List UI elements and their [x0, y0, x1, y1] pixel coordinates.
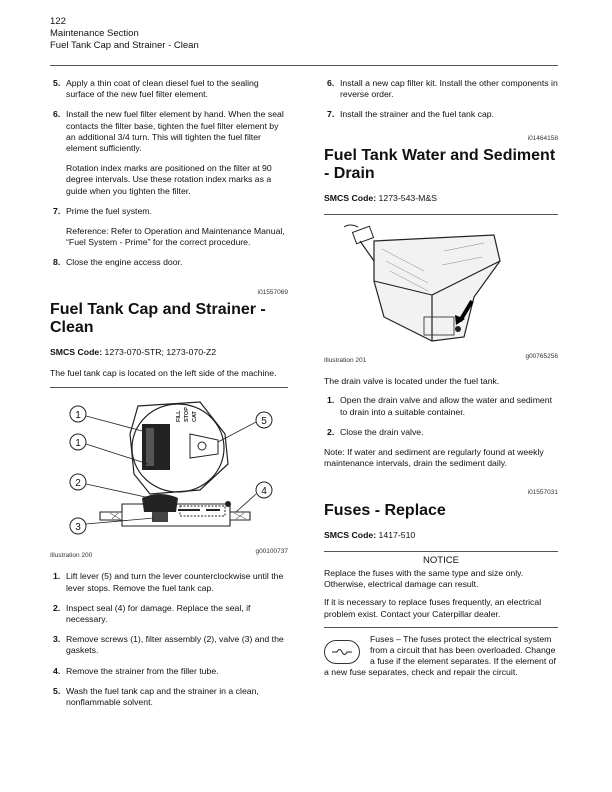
fuse-icon: [324, 640, 360, 664]
sediment-note: [324, 447, 558, 469]
illustration-top-rule: [324, 214, 558, 215]
step-text: Close the drain valve.: [340, 426, 424, 437]
step-number: 7.: [327, 109, 335, 120]
cap-marking-cat: CAT: [192, 411, 198, 423]
fuses-text: – The fuses protect the electrical system from a circuit that has been overloaded. Change a fuse if the element separates. If the element of a new fuse separates, check and repair the circuit.: [324, 633, 556, 678]
step-number: 8.: [53, 257, 61, 268]
illustration-top-rule: [50, 387, 288, 388]
section-title: Fuses - Replace: [324, 501, 446, 519]
step-text: Install the strainer and the fuel tank cap.: [340, 109, 495, 120]
smcs-code: [324, 530, 558, 541]
step-item: [50, 206, 288, 217]
fuel-cap-diagram: [50, 394, 288, 544]
section-name: Maintenance Section: [50, 28, 139, 39]
smcs-value: 1417-510: [376, 529, 416, 540]
step-number: 2.: [53, 602, 61, 613]
left-column: [50, 78, 288, 717]
header-divider: [50, 65, 558, 66]
smcs-code: [324, 193, 558, 204]
step-text: Inspect seal (4) for damage. Replace the seal, if necessary.: [66, 602, 251, 625]
step-item: [50, 603, 288, 625]
note-label: Note:: [324, 447, 345, 458]
illustration-id: g00765256: [525, 353, 558, 361]
step-number: 3.: [53, 634, 61, 645]
illustration-label: Illustration 200: [50, 552, 93, 560]
smcs-label: SMCS Code:: [324, 529, 377, 540]
smcs-value: 1273-543-M&S: [376, 192, 437, 203]
topic-name: Fuel Tank Cap and Strainer - Clean: [50, 40, 199, 51]
step-number: 1.: [327, 395, 335, 406]
step-text: Apply a thin coat of clean diesel fuel to the sealing surface of the new fuel filter element.: [66, 78, 259, 100]
step-number: 5.: [53, 78, 61, 88]
callout-1a: 1: [75, 410, 81, 422]
drain-valve-icon: [455, 326, 461, 332]
step-item: [324, 427, 558, 438]
illustration-caption: [50, 546, 288, 561]
callout-4: 4: [261, 486, 267, 498]
step-item: [50, 634, 288, 656]
callout-1b: 1: [75, 438, 81, 450]
drain-intro: The drain valve is located under the fuel tank.: [324, 376, 500, 387]
smcs-value: 1273-070-STR; 1273-070-Z2: [102, 346, 217, 357]
notice-top-rule: [324, 551, 558, 552]
smcs-label: SMCS Code:: [50, 346, 103, 357]
intro-text: The fuel tank cap is located on the left side of the machine.: [50, 368, 277, 379]
step-text: Install the new fuel filter element by hand. When the seal contacts the filter base, tighten the fuel filter element by an additional 3/4 turn. This will tighten the fuel filter element sufficiently.: [66, 109, 284, 154]
notice-bottom-rule: [324, 627, 558, 628]
fuses-label: Fuses: [370, 633, 394, 644]
step-text: Wash the fuel tank cap and the strainer in a clean, nonflammable solvent.: [66, 685, 259, 708]
note-text: If water and sediment are regularly found at weekly maintenance intervals, drain the sediment daily.: [324, 447, 544, 469]
step-text: Prime the fuel system.: [66, 205, 152, 216]
step-text: Remove the strainer from the filler tube.: [66, 665, 219, 676]
illustration-label: Illustration 201: [324, 357, 367, 365]
callout-2: 2: [75, 478, 81, 490]
step-item: [50, 78, 288, 100]
step-text: Lift lever (5) and turn the lever counterclockwise until the lever stops. Remove the fuel tank cap.: [66, 571, 284, 593]
callout-3: 3: [75, 522, 81, 534]
cap-marking-fill: FILL: [176, 410, 182, 423]
right-column: [324, 78, 558, 679]
rotation-note: Rotation index marks are positioned on the filter at 90 degree intervals. Use these rotation index marks as a guide when you tighten the filter.: [66, 163, 272, 196]
page-number: 122: [50, 16, 66, 27]
section-title: Fuel Tank Water and Sediment - Drain: [324, 146, 556, 182]
step-item: [50, 666, 288, 677]
fuel-tank-diagram: [324, 221, 558, 349]
fuses-note: [324, 634, 558, 679]
reference-note: [50, 226, 288, 248]
section-id: i01557069: [257, 288, 288, 296]
step-text: Remove screws (1), filter assembly (2), valve (3) and the gaskets.: [66, 634, 284, 656]
cap-marking-stop: STOP: [184, 407, 190, 423]
step-item: [324, 78, 558, 100]
reference-label: Reference:: [66, 226, 109, 237]
smcs-code: [50, 347, 288, 358]
notice-title: NOTICE: [423, 554, 459, 566]
step-number: 5.: [53, 685, 61, 696]
step-number: 6.: [53, 109, 61, 120]
step-number: 4.: [53, 665, 61, 676]
step-item: [50, 109, 288, 154]
step-item: [50, 686, 288, 708]
step-number: 7.: [53, 205, 61, 216]
step-item: [50, 257, 288, 268]
smcs-label: SMCS Code:: [324, 192, 377, 203]
step-item: [324, 109, 558, 120]
step-text: Open the drain valve and allow the water and sediment to drain into a suitable container.: [340, 395, 553, 417]
section-id: i01557031: [527, 489, 558, 497]
illustration-id: g00100737: [255, 548, 288, 556]
reference-text: Refer to Operation and Maintenance Manual, “Fuel System - Prime” for the correct procedure.: [66, 226, 285, 248]
step-item: [50, 571, 288, 593]
section-id: i01464158: [527, 134, 558, 142]
step-text: Close the engine access door.: [66, 257, 183, 268]
callout-5: 5: [261, 416, 267, 428]
step-number: 6.: [327, 78, 335, 88]
page-header: [50, 16, 199, 52]
step-item: [324, 395, 558, 417]
cap-markings: [176, 407, 198, 422]
illustration-caption: [324, 351, 558, 366]
step-text: Install a new cap filter kit. Install the other components in reverse order.: [340, 78, 558, 100]
step-number: 2.: [327, 426, 335, 437]
notice-text-1: Replace the fuses with the same type and size only. Otherwise, electrical damage can result.: [324, 568, 524, 590]
notice-text-2: If it is necessary to replace fuses frequently, an electrical problem exist. Contact your Caterpillar dealer.: [324, 597, 542, 619]
step-number: 1.: [53, 571, 61, 582]
section-title: Fuel Tank Cap and Strainer - Clean: [50, 300, 266, 336]
